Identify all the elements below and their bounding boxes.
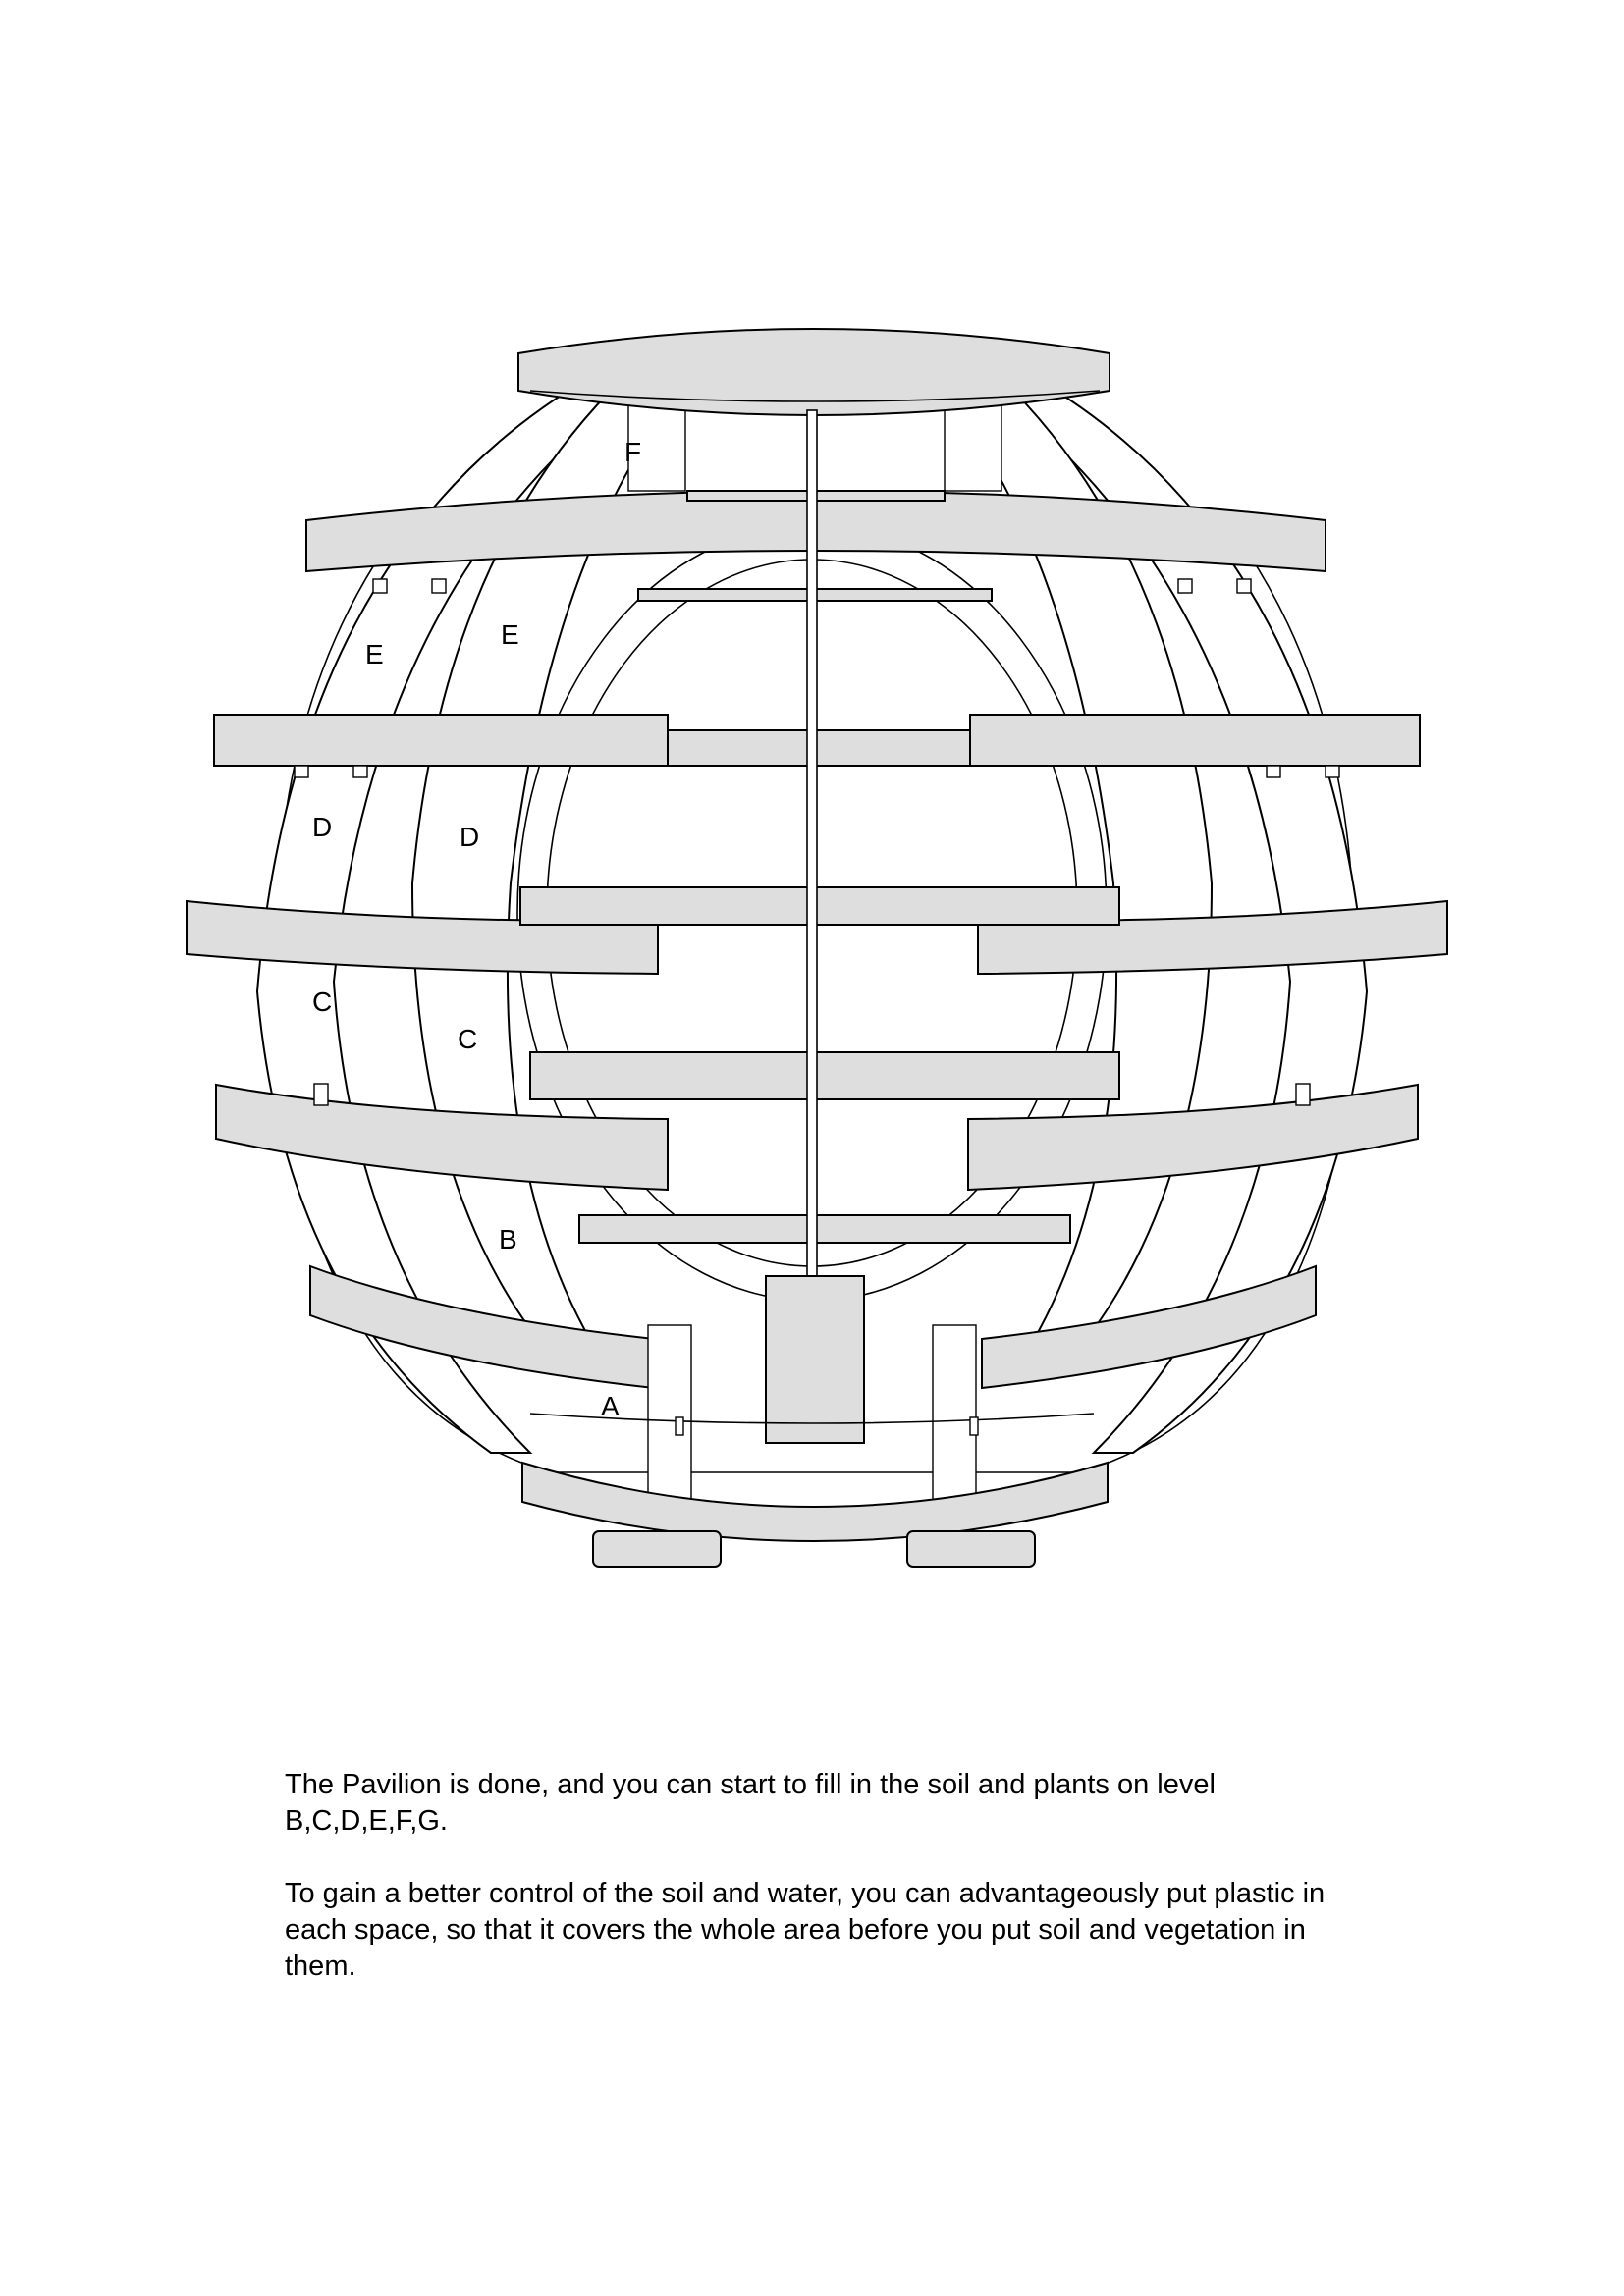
ring-tab <box>676 1417 683 1435</box>
ring-tab <box>1178 579 1192 593</box>
base-door-panel <box>766 1276 864 1443</box>
foot-right <box>907 1531 1035 1567</box>
ring-level-e-left <box>214 715 668 766</box>
ring-tab <box>353 766 367 777</box>
level-label-b: B <box>499 1224 517 1255</box>
level-label-a: A <box>601 1391 620 1421</box>
ring-tab <box>1296 1084 1310 1105</box>
instructions-text <box>285 1767 1365 2021</box>
ring-tab <box>314 1084 328 1105</box>
base-ring <box>522 1463 1108 1541</box>
ring-tab <box>970 1417 978 1435</box>
instruction-paragraph-1: The Pavilion is done, and you can start to fill in the soil and plants on level B,C,D,E,F,G. <box>285 1769 1216 1837</box>
shelf-5 <box>530 1052 1119 1099</box>
ring-level-e-right <box>970 715 1420 766</box>
level-label-d-outer: D <box>312 812 333 842</box>
level-label-e-inner: E <box>501 619 519 650</box>
shelf-4 <box>520 887 1119 925</box>
ring-level-b-left <box>310 1266 654 1388</box>
shelf-6 <box>579 1215 1070 1243</box>
instruction-paragraph-2: To gain a better control of the soil and water, you can advantageously put plastic in each space, so that it covers the whole area before you put soil and vegetation in them. <box>285 1878 1326 1982</box>
level-label-d-inner: D <box>460 822 480 852</box>
level-label-f: F <box>624 437 642 467</box>
level-label-c-inner: C <box>458 1024 478 1054</box>
ring-tab <box>1237 579 1251 593</box>
base-panel-right <box>933 1325 976 1502</box>
ring-tab <box>1326 766 1339 777</box>
ring-tab <box>1267 766 1280 777</box>
ring-tab <box>432 579 446 593</box>
ring-level-b-right <box>982 1266 1316 1388</box>
ring-tab <box>295 766 308 777</box>
ring-level-c-right <box>968 1085 1418 1190</box>
shelf-3 <box>668 730 970 766</box>
level-label-e-outer: E <box>365 639 384 669</box>
ring-tab <box>373 579 387 593</box>
base-panel-left <box>648 1325 691 1502</box>
level-label-c-outer: C <box>312 987 333 1017</box>
foot-left <box>593 1531 721 1567</box>
